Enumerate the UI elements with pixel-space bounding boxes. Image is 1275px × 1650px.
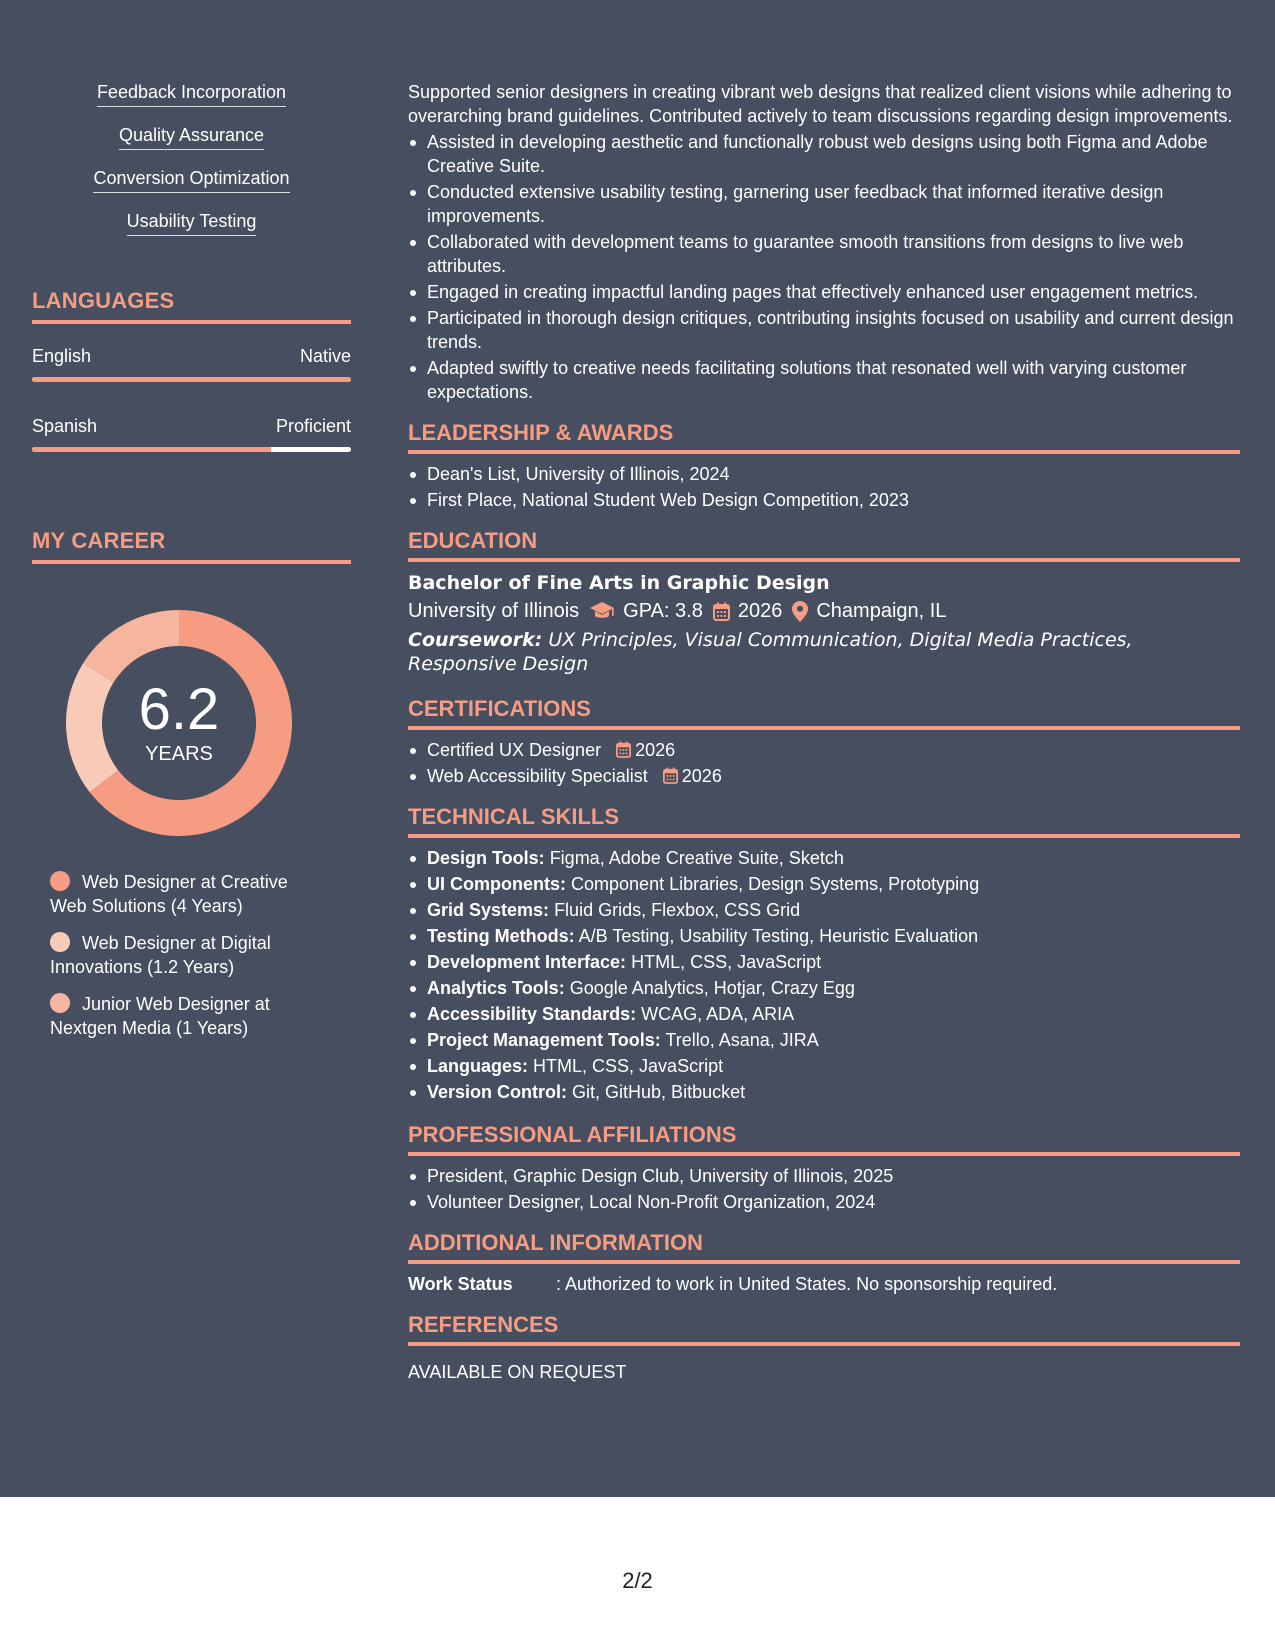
career-legend-label: Web Designer at Creative Web Solutions (4 Years): [50, 872, 288, 916]
list-item: [408, 872, 1240, 896]
certifications-heading: CERTIFICATIONS: [408, 696, 1240, 730]
skill-label: Analytics Tools:: [427, 978, 565, 998]
career-total: 6.2: [138, 677, 220, 742]
education-degree: Bachelor of Fine Arts in Graphic Design: [408, 572, 830, 594]
list-item: [408, 1028, 1240, 1052]
skill-label: Accessibility Standards:: [427, 1004, 637, 1024]
career-heading: MY CAREER: [32, 528, 351, 564]
list-item: Participated in thorough design critiques, contributing insights focused on usability and current design trends.: [408, 306, 1240, 354]
skill-value: Google Analytics, Hotjar, Crazy Egg: [569, 978, 855, 998]
career-donut-chart: [66, 610, 292, 836]
list-item: Adapted swiftly to creative needs facilitating solutions that resonated well with varying customer expectations.: [408, 356, 1240, 404]
certification-name: Web Accessibility Specialist: [427, 766, 648, 786]
work-status-label: Work Status: [408, 1274, 513, 1294]
language-row: [32, 414, 351, 452]
skill-value: WCAG, ADA, ARIA: [641, 1004, 795, 1024]
list-item: Dean's List, University of Illinois, 2024: [408, 462, 1240, 486]
career-legend-label: Junior Web Designer at Nextgen Media (1 Years): [50, 994, 270, 1038]
list-item: Collaborated with development teams to guarantee smooth transitions from designs to live web attributes.: [408, 230, 1240, 278]
career-legend-label: Web Designer at Digital Innovations (1.2 Years): [50, 933, 271, 977]
languages-section: [32, 288, 351, 452]
language-bar: [32, 447, 351, 452]
skill-value: HTML, CSS, JavaScript: [533, 1056, 724, 1076]
languages-heading: LANGUAGES: [32, 288, 351, 324]
skill-tag: Feedback Incorporation: [97, 80, 286, 107]
work-status-row: [408, 1272, 1240, 1296]
education-coursework: [408, 628, 1240, 676]
leadership-heading: LEADERSHIP & AWARDS: [408, 420, 1240, 454]
skill-label: Version Control:: [427, 1082, 568, 1102]
education-meta: [408, 596, 1240, 626]
career-legend-item: [50, 992, 320, 1040]
skill-label: Development Interface:: [427, 952, 627, 972]
skill-value: A/B Testing, Usability Testing, Heuristic Evaluation: [578, 926, 979, 946]
skill-value: Git, GitHub, Bitbucket: [572, 1082, 746, 1102]
legend-dot-icon: [50, 871, 70, 891]
list-item: [408, 846, 1240, 870]
skill-label: Testing Methods:: [427, 926, 575, 946]
language-bar-fill: [32, 377, 351, 382]
references-heading: REFERENCES: [408, 1312, 1240, 1346]
career-legend-item: [50, 931, 320, 979]
list-item: Conducted extensive usability testing, garnering user feedback that informed iterative design improvements.: [408, 180, 1240, 228]
list-item: Engaged in creating impactful landing pages that effectively enhanced user engagement metrics.: [408, 280, 1240, 304]
skill-tags: [32, 80, 351, 252]
career-legend: [50, 870, 320, 1040]
list-item: Volunteer Designer, Local Non-Profit Organization, 2024: [408, 1190, 1240, 1214]
skill-tag: Conversion Optimization: [93, 166, 289, 193]
calendar-icon: [663, 767, 678, 784]
additional-info-heading: ADDITIONAL INFORMATION: [408, 1230, 1240, 1264]
language-row: [32, 344, 351, 382]
certification-name: Certified UX Designer: [427, 740, 602, 760]
education-school: University of Illinois: [408, 600, 580, 622]
skill-value: HTML, CSS, JavaScript: [631, 952, 822, 972]
coursework-label: Coursework:: [408, 629, 543, 651]
education-location: Champaign, IL: [816, 600, 947, 622]
legend-dot-icon: [50, 932, 70, 952]
career-legend-item: [50, 870, 320, 918]
list-item: [408, 950, 1240, 974]
skill-value: Component Libraries, Design Systems, Prototyping: [571, 874, 980, 894]
language-name: Spanish: [32, 416, 98, 436]
list-item: [408, 1002, 1240, 1026]
skill-tag: Quality Assurance: [119, 123, 264, 150]
language-bar-fill: [32, 447, 271, 452]
list-item: [408, 764, 1240, 788]
affiliations-list: [408, 1164, 1240, 1214]
work-status-value: : Authorized to work in United States. No sponsorship required.: [556, 1274, 1058, 1294]
language-name: English: [32, 346, 92, 366]
education-gpa: GPA: 3.8: [623, 600, 703, 622]
language-level: Native: [299, 346, 351, 366]
list-item: [408, 1054, 1240, 1078]
education-year: 2026: [737, 600, 783, 622]
skill-value: Trello, Asana, JIRA: [665, 1030, 819, 1050]
list-item: Assisted in developing aesthetic and functionally robust web designs using both Figma and Adobe Creative Suite.: [408, 130, 1240, 178]
left-column: [32, 80, 351, 1053]
language-level: Proficient: [275, 416, 351, 436]
certification-year: 2026: [635, 740, 676, 760]
coursework-value: UX Principles, Visual Communication, Digital Media Practices, Responsive Design: [408, 629, 1133, 675]
skill-value: Figma, Adobe Creative Suite, Sketch: [549, 848, 844, 868]
legend-dot-icon: [50, 993, 70, 1013]
skill-label: Project Management Tools:: [427, 1030, 661, 1050]
skill-value: Fluid Grids, Flexbox, CSS Grid: [554, 900, 801, 920]
career-unit: YEARS: [145, 743, 213, 765]
leadership-list: [408, 462, 1240, 512]
graduation-cap-icon: [589, 601, 615, 621]
certifications-list: [408, 738, 1240, 788]
calendar-icon: [616, 741, 631, 758]
map-pin-icon: [792, 601, 808, 622]
right-column: [408, 80, 1240, 1384]
skill-label: Design Tools:: [427, 848, 545, 868]
experience-bullets: [408, 130, 1240, 404]
skill-label: Languages:: [427, 1056, 529, 1076]
career-section: [32, 528, 351, 1040]
skill-label: UI Components:: [427, 874, 566, 894]
list-item: [408, 924, 1240, 948]
list-item: [408, 738, 1240, 762]
language-bar: [32, 377, 351, 382]
calendar-icon: [713, 602, 730, 621]
skill-tag: Usability Testing: [127, 209, 257, 236]
list-item: President, Graphic Design Club, University of Illinois, 2025: [408, 1164, 1240, 1188]
experience-summary: Supported senior designers in creating vibrant web designs that realized client visions while adhering to overarching brand guidelines. Contributed actively to team discussions regarding design improvements.: [408, 82, 1233, 126]
certification-year: 2026: [681, 766, 722, 786]
list-item: [408, 976, 1240, 1000]
list-item: [408, 898, 1240, 922]
technical-skills-heading: TECHNICAL SKILLS: [408, 804, 1240, 838]
education-heading: EDUCATION: [408, 528, 1240, 562]
skill-label: Grid Systems:: [427, 900, 550, 920]
technical-skills-list: [408, 846, 1240, 1104]
list-item: First Place, National Student Web Design Competition, 2023: [408, 488, 1240, 512]
page-number: 2/2: [622, 1568, 653, 1593]
list-item: [408, 1080, 1240, 1104]
affiliations-heading: PROFESSIONAL AFFILIATIONS: [408, 1122, 1240, 1156]
references-value: AVAILABLE ON REQUEST: [408, 1362, 627, 1382]
